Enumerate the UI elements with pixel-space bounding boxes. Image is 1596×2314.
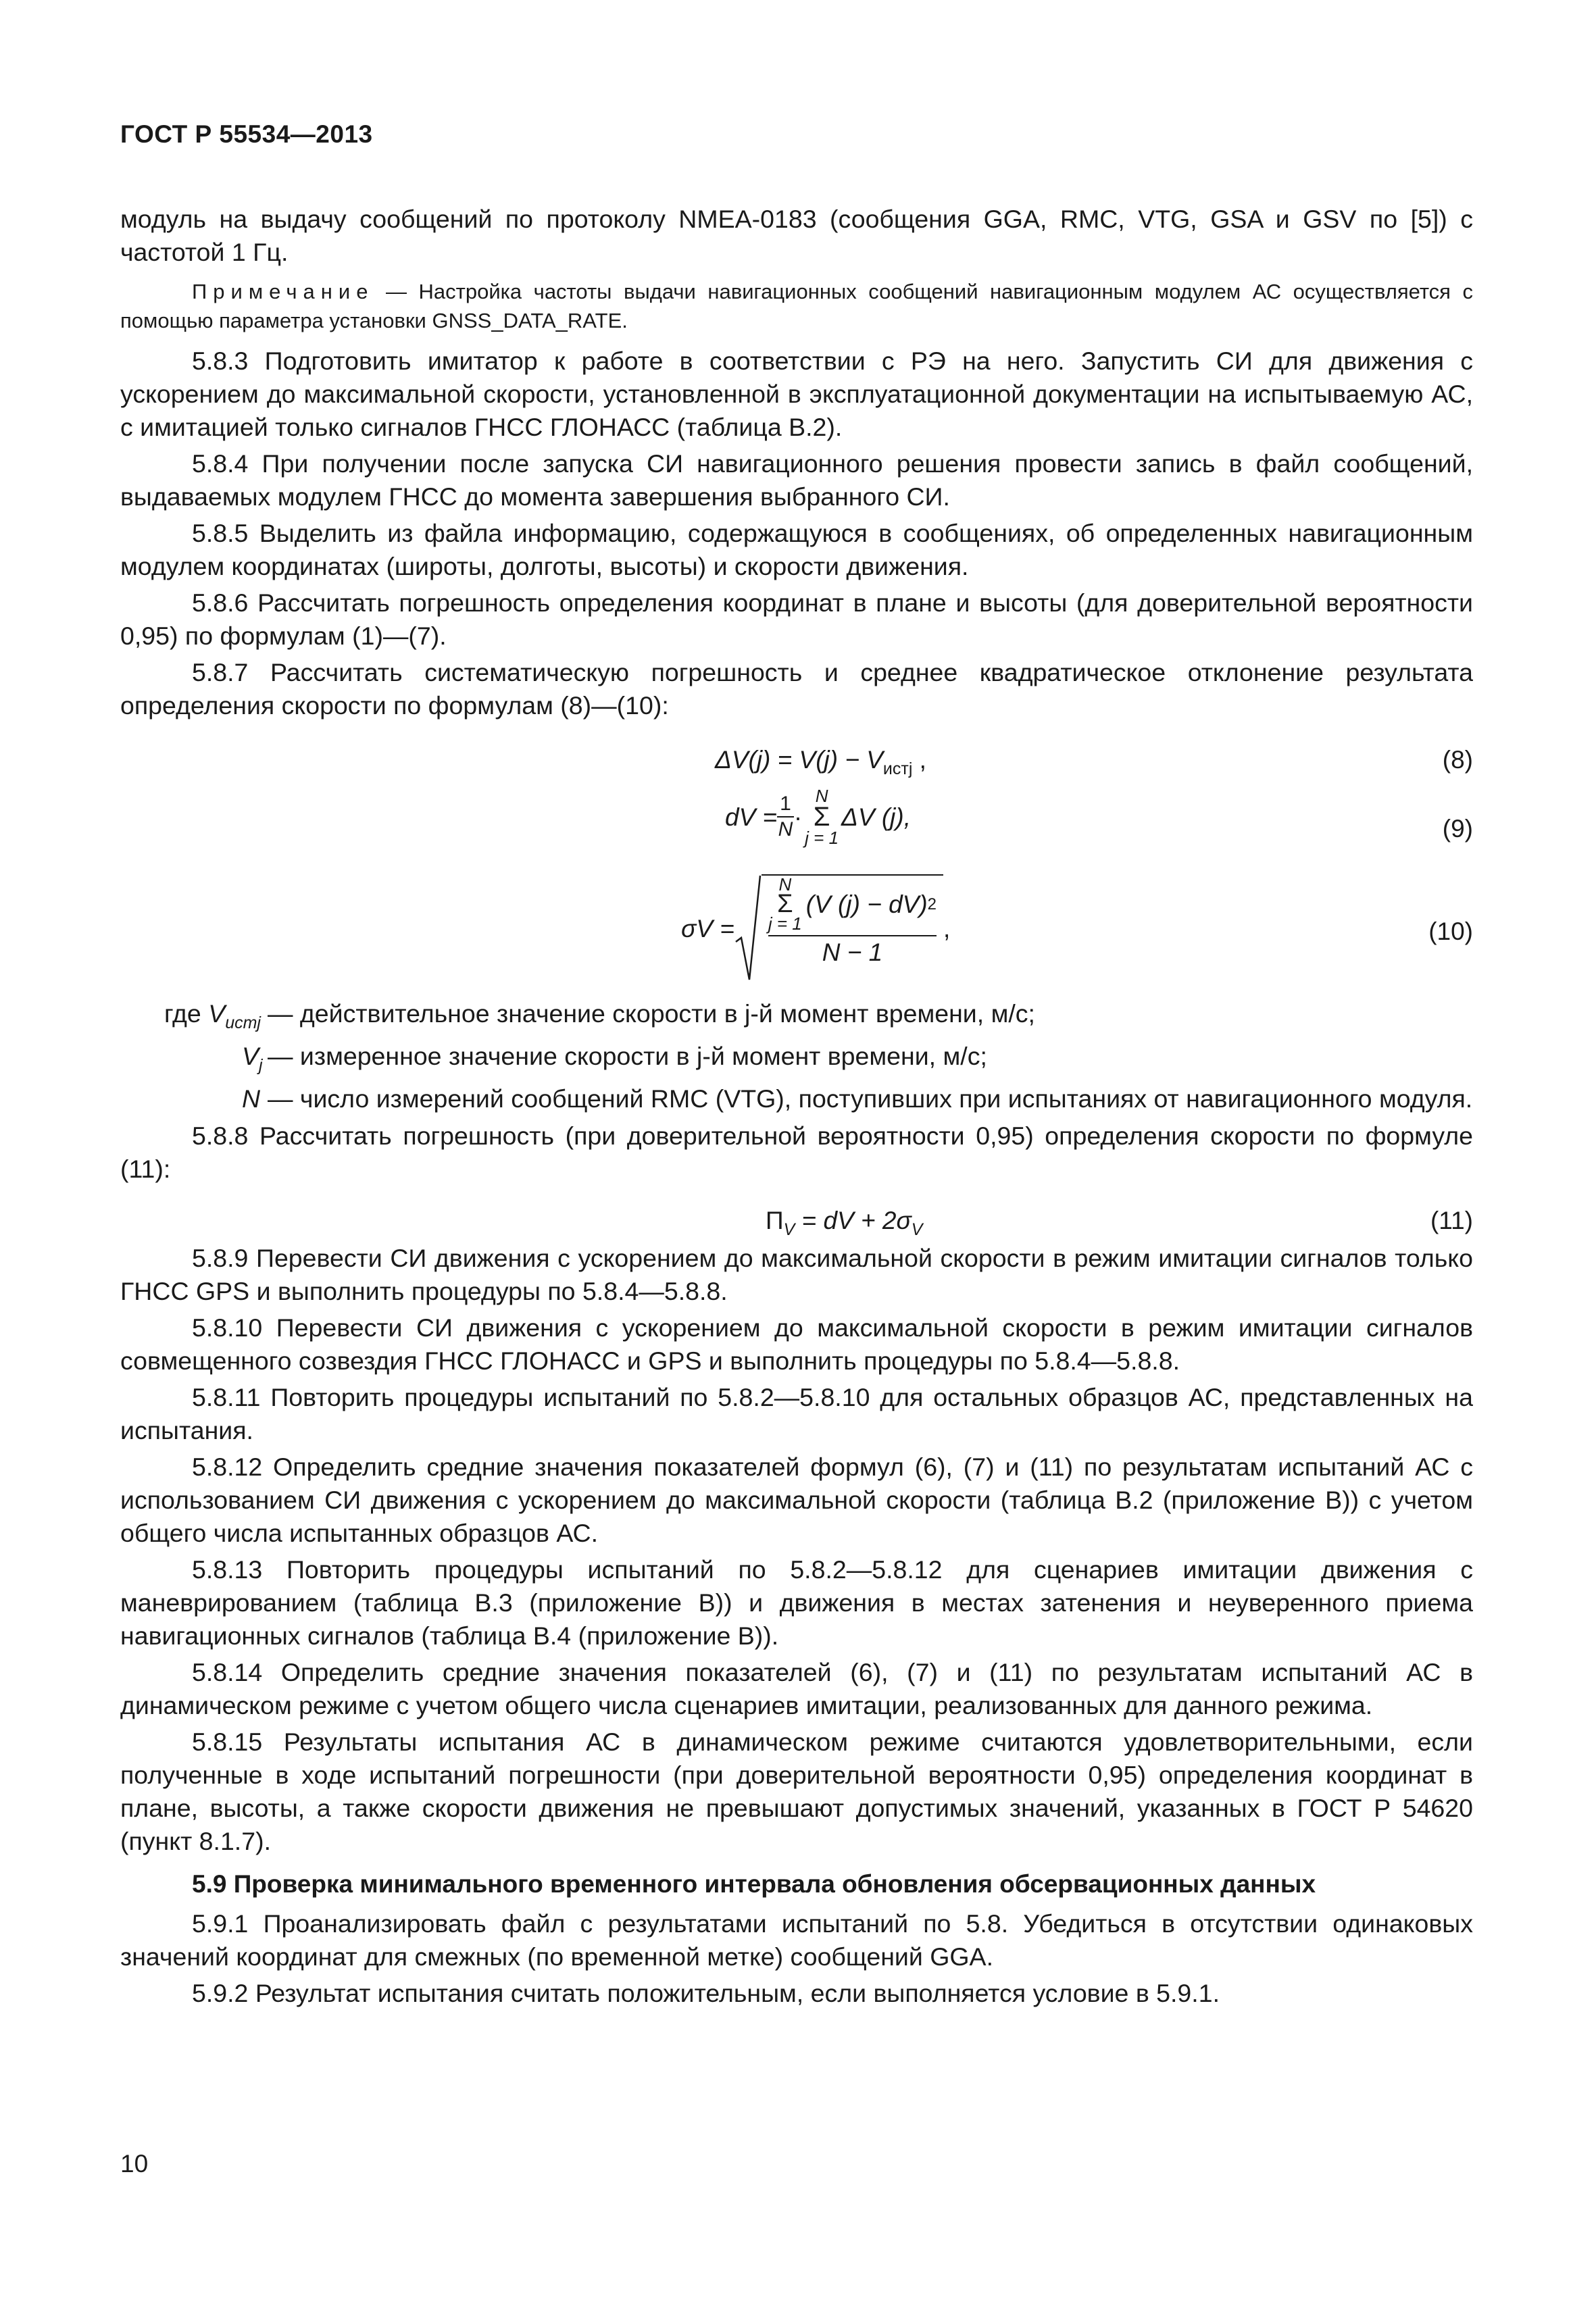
paragraph-5-8-14: 5.8.14 Определить средние значения показателей (6), (7) и (11) по результатам испытаний АС в динамическом режиме с учетом общего числа сценариев имитации, реализованных для данного режима. — [120, 1658, 1473, 1719]
definition-item — [120, 1040, 1473, 1082]
formula-9-body: ΔV (j), — [841, 803, 911, 831]
definition-item — [120, 997, 1473, 1040]
paragraph-5-8-3: 5.8.3 Подготовить имитатор к работе в соответствии с РЭ на него. Запустить СИ для движения с ускорением до максимальной скорости, установленной в эксплуатационной документации на испытываемую АС, с имитацией только сигналов ГНСС ГЛОНАСС (таблица В.2). — [120, 347, 1473, 441]
formula-10-sum — [768, 876, 802, 932]
formula-10-radical — [734, 874, 943, 982]
formula-9-fraction — [777, 792, 794, 842]
formula-8-tail: , — [912, 746, 926, 774]
intro-paragraph: модуль на выдачу сообщений по протоколу NMEA-0183 (сообщения GGA, RMC, VTG, GSA и GSV по [5]) с частотой 1 Гц. — [120, 205, 1473, 266]
formula-9-sum — [805, 786, 839, 847]
formula-10-lhs: σV = — [681, 914, 734, 942]
definition-symbol — [120, 997, 268, 1040]
formula-8-lhs: ΔV(j) = V(j) − V — [715, 746, 883, 774]
paragraph-5-8-7: 5.8.7 Рассчитать систематическую погрешность и среднее квадратическое отклонение результата определения скорости по формулам (8)—(10): — [120, 658, 1473, 720]
formula-11-number: (11) — [1430, 1207, 1473, 1234]
paragraph-5-8-13: 5.8.13 Повторить процедуры испытаний по 5.8.2—5.8.12 для сценариев имитации движения с маневрированием (таблица В.3 (приложение В)) и движения в местах затенения и неуверенного приема навигационных сигналов (таблица В.4 (приложение В)). — [120, 1555, 1473, 1650]
page-number: 10 — [120, 2150, 149, 2178]
formula-9-lhs: dV = — [725, 803, 778, 831]
definition-symbol-letter: N — [242, 1084, 261, 1113]
paragraph-5-9-2: 5.9.2 Результат испытания считать положительным, если выполняется условие в 5.9.1. — [192, 1979, 1220, 2007]
formula-10-exponent: 2 — [927, 895, 937, 913]
formula-11-end-sub: V — [911, 1220, 923, 1239]
paragraph-5-8-15: 5.8.15 Результаты испытания АС в динамическом режиме считаются удовлетворительными, если полученные в ходе испытаний погрешности (при доверительной вероятности 0,95) определения координат в плане, высоты, а также скорости движения не превышают допустимых значений, указанных в ГОСТ Р 54620 (пункт 8.1.7). — [120, 1728, 1473, 1855]
formula-9-number: (9) — [1442, 815, 1473, 842]
formula-11-lhs-sub: V — [783, 1220, 795, 1239]
formula-8 — [120, 726, 1473, 786]
formula-9 — [120, 786, 1473, 861]
formula-9-sigma: Σ — [813, 802, 830, 832]
formula-10-numerator — [768, 876, 937, 936]
document-body — [120, 203, 1473, 2013]
sqrt-sign-icon — [734, 874, 762, 982]
formula-9-expression — [725, 786, 911, 847]
definition-text-wrap: — число измерений сообщений RMC (VTG), поступивших при испытаниях от навигационного модуля. — [268, 1084, 1473, 1113]
formula-10-expression — [681, 874, 950, 982]
formula-10-sum-top: N — [778, 874, 792, 895]
formula-9-numerator: 1 — [777, 792, 794, 818]
formula-9-denominator: N — [778, 818, 793, 840]
formula-10 — [120, 861, 1473, 989]
definition-text: действительное значение скорости в j-й момент времени, м/с; — [299, 999, 1035, 1028]
definition-symbol-sub: истj — [225, 1013, 261, 1032]
definition-prefix: где — [164, 999, 209, 1028]
paragraph-5-8-8: 5.8.8 Рассчитать погрешность (при доверительной вероятности 0,95) определения скорости по формуле (11): — [120, 1122, 1473, 1183]
document-header: ГОСТ Р 55534—2013 — [120, 120, 373, 148]
formula-8-number: (8) — [1442, 746, 1473, 774]
formula-8-sub: истj — [882, 759, 913, 778]
note-label: Примечание — [192, 280, 374, 303]
formula-10-denominator: N − 1 — [822, 938, 883, 966]
paragraph-5-8-5: 5.8.5 Выделить из файла информацию, содержащуюся в сообщениях, об определенных навигационным модулем координатах (широты, долготы, высоты) и скорости движения. — [120, 519, 1473, 580]
definition-symbol-letter: V — [242, 1042, 259, 1070]
paragraph-5-8-9: 5.8.9 Перевести СИ движения с ускорением до максимальной скорости в режим имитации сигналов только ГНСС GPS и выполнить процедуры по 5.8.4—5.8.8. — [120, 1244, 1473, 1305]
paragraph-5-8-11: 5.8.11 Повторить процедуры испытаний по 5.8.2—5.8.10 для остальных образцов АС, представленных на испытания. — [120, 1383, 1473, 1444]
definition-item — [120, 1082, 1473, 1115]
formula-11-lhs: П — [766, 1207, 784, 1234]
formula-11 — [120, 1189, 1473, 1242]
formula-8-expression — [715, 743, 926, 786]
paragraph-5-9-1: 5.9.1 Проанализировать файл с результатами испытаний по 5.8. Убедиться в отсутствии одинаковых значений координат для смежных (по временной метке) сообщений GGA. — [120, 1909, 1473, 1971]
note-text: — Настройка частоты выдачи навигационных сообщений навигационным модулем АС осуществляется с помощью параметра установки GNSS_DATA_RATE. — [120, 280, 1473, 332]
note — [120, 277, 1473, 335]
definition-symbol — [120, 1082, 268, 1115]
formula-11-mid: = dV + 2σ — [795, 1207, 912, 1234]
formula-10-radicand — [762, 874, 943, 982]
definition-symbol-sub: j — [259, 1056, 263, 1075]
formula-10-sum-bottom: j = 1 — [768, 913, 802, 934]
definitions-list — [120, 997, 1473, 1115]
formula-11-expression — [766, 1204, 922, 1247]
definition-text: измеренное значение скорости в j-й момент времени, м/с; — [299, 1042, 987, 1070]
formula-10-numerator-body: (V (j) − dV) — [805, 890, 928, 918]
definition-symbol — [120, 1040, 268, 1082]
paragraph-5-8-4: 5.8.4 При получении после запуска СИ навигационного решения провести запись в файл сообщений, выдаваемых модулем ГНСС до момента завершения выбранного СИ. — [120, 449, 1473, 511]
formula-9-dot: · — [793, 803, 803, 831]
formula-10-tail: , — [943, 914, 951, 942]
paragraph-5-8-12: 5.8.12 Определить средние значения показателей формул (6), (7) и (11) по результатам испытаний АС с использованием СИ движения с ускорением до максимальной скорости (таблица В.2 (приложение В)) с учетом общего числа испытанных образцов АС. — [120, 1453, 1473, 1547]
paragraph-5-8-6: 5.8.6 Рассчитать погрешность определения координат в плане и высоты (для доверительной вероятности 0,95) по формулам (1)—(7). — [120, 588, 1473, 650]
formula-9-sum-top: N — [815, 786, 828, 806]
section-heading-5-9: 5.9 Проверка минимального временного интервала обновления обсервационных данных — [192, 1870, 1316, 1898]
formula-9-sum-bottom: j = 1 — [805, 828, 839, 848]
definition-text-wrap: — измеренное значение скорости в j-й момент времени, м/с; — [268, 1042, 987, 1070]
formula-10-number: (10) — [1428, 917, 1473, 945]
definition-text: число измерений сообщений RMC (VTG), поступивших при испытаниях от навигационного модуля. — [299, 1084, 1473, 1113]
definition-symbol-letter: V — [208, 999, 226, 1028]
paragraph-5-8-10: 5.8.10 Перевести СИ движения с ускорением до максимальной скорости в режим имитации сигналов совмещенного созвездия ГНСС ГЛОНАСС и GPS и выполнить процедуры по 5.8.4—5.8.8. — [120, 1313, 1473, 1375]
definition-text-wrap: — действительное значение скорости в j-й момент времени, м/с; — [268, 999, 1035, 1028]
formula-10-sigma: Σ — [777, 890, 793, 918]
